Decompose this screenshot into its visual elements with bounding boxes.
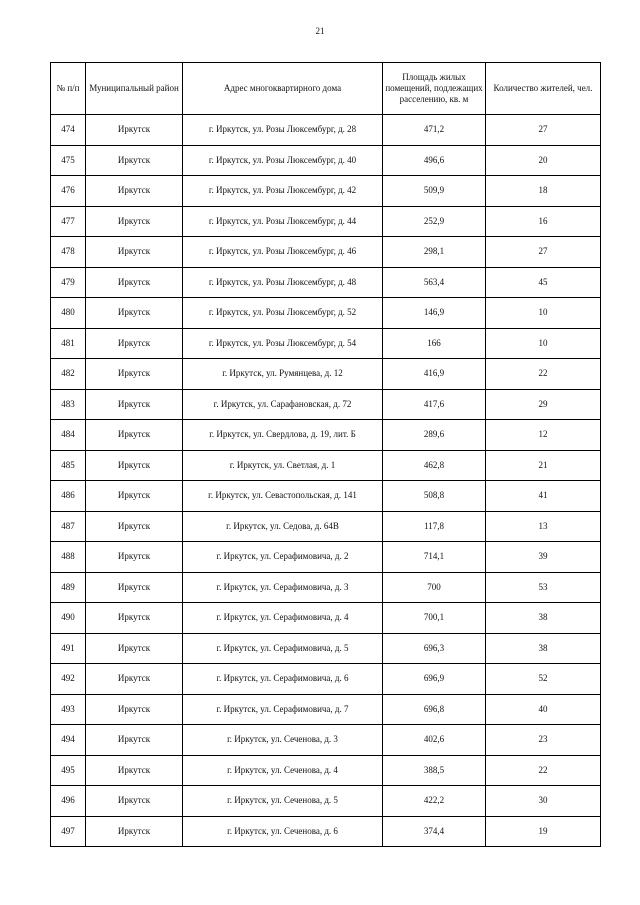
- cell-district: Иркутск: [86, 816, 183, 847]
- cell-address: г. Иркутск, ул. Серафимовича, д. 5: [183, 633, 383, 664]
- header-num: № п/п: [51, 63, 86, 115]
- table-row: [51, 542, 601, 573]
- table-row: [51, 572, 601, 603]
- cell-address: г. Иркутск, ул. Светлая, д. 1: [183, 450, 383, 481]
- cell-num: 485: [51, 450, 86, 481]
- table-row: [51, 664, 601, 695]
- cell-residents: 22: [486, 755, 601, 786]
- table-row: [51, 694, 601, 725]
- cell-area: 700,1: [383, 603, 486, 634]
- cell-residents: 10: [486, 298, 601, 329]
- housing-registry-table: [50, 62, 601, 847]
- cell-district: Иркутск: [86, 237, 183, 268]
- cell-district: Иркутск: [86, 755, 183, 786]
- header-district: Муниципальный район: [86, 63, 183, 115]
- cell-district: Иркутск: [86, 359, 183, 390]
- header-residents: Количество жителей, чел.: [486, 63, 601, 115]
- cell-district: Иркутск: [86, 450, 183, 481]
- cell-residents: 38: [486, 603, 601, 634]
- cell-residents: 20: [486, 145, 601, 176]
- table-row: [51, 267, 601, 298]
- cell-num: 481: [51, 328, 86, 359]
- cell-num: 487: [51, 511, 86, 542]
- table-row: [51, 389, 601, 420]
- cell-district: Иркутск: [86, 633, 183, 664]
- cell-num: 496: [51, 786, 86, 817]
- table-row: [51, 115, 601, 146]
- cell-district: Иркутск: [86, 420, 183, 451]
- cell-area: 563,4: [383, 267, 486, 298]
- cell-residents: 12: [486, 420, 601, 451]
- cell-residents: 21: [486, 450, 601, 481]
- cell-area: 166: [383, 328, 486, 359]
- cell-district: Иркутск: [86, 511, 183, 542]
- cell-residents: 27: [486, 115, 601, 146]
- cell-num: 478: [51, 237, 86, 268]
- cell-area: 509,9: [383, 176, 486, 207]
- cell-residents: 29: [486, 389, 601, 420]
- cell-num: 494: [51, 725, 86, 756]
- cell-num: 493: [51, 694, 86, 725]
- table-row: [51, 359, 601, 390]
- cell-address: г. Иркутск, ул. Розы Люксембург, д. 40: [183, 145, 383, 176]
- cell-district: Иркутск: [86, 786, 183, 817]
- cell-area: 714,1: [383, 542, 486, 573]
- cell-district: Иркутск: [86, 694, 183, 725]
- cell-district: Иркутск: [86, 664, 183, 695]
- cell-area: 696,8: [383, 694, 486, 725]
- cell-district: Иркутск: [86, 389, 183, 420]
- cell-district: Иркутск: [86, 115, 183, 146]
- cell-address: г. Иркутск, ул. Розы Люксембург, д. 46: [183, 237, 383, 268]
- table-row: [51, 511, 601, 542]
- cell-residents: 10: [486, 328, 601, 359]
- cell-address: г. Иркутск, ул. Седова, д. 64В: [183, 511, 383, 542]
- table-header: [51, 63, 601, 115]
- cell-area: 496,6: [383, 145, 486, 176]
- cell-area: 146,9: [383, 298, 486, 329]
- cell-num: 477: [51, 206, 86, 237]
- cell-area: 252,9: [383, 206, 486, 237]
- cell-district: Иркутск: [86, 298, 183, 329]
- table-body: [51, 115, 601, 847]
- cell-address: г. Иркутск, ул. Розы Люксембург, д. 44: [183, 206, 383, 237]
- cell-district: Иркутск: [86, 542, 183, 573]
- cell-area: 416,9: [383, 359, 486, 390]
- table-row: [51, 633, 601, 664]
- cell-area: 388,5: [383, 755, 486, 786]
- cell-num: 490: [51, 603, 86, 634]
- table-row: [51, 420, 601, 451]
- table-row: [51, 237, 601, 268]
- header-area: Площадь жилых помещений, подлежащих расселению, кв. м: [383, 63, 486, 115]
- cell-address: г. Иркутск, ул. Розы Люксембург, д. 54: [183, 328, 383, 359]
- cell-residents: 19: [486, 816, 601, 847]
- header-row: [51, 63, 601, 115]
- cell-num: 474: [51, 115, 86, 146]
- cell-residents: 38: [486, 633, 601, 664]
- cell-address: г. Иркутск, ул. Сеченова, д. 5: [183, 786, 383, 817]
- cell-area: 422,2: [383, 786, 486, 817]
- cell-num: 476: [51, 176, 86, 207]
- cell-residents: 52: [486, 664, 601, 695]
- table-row: [51, 481, 601, 512]
- table-row: [51, 450, 601, 481]
- cell-num: 482: [51, 359, 86, 390]
- cell-area: 508,8: [383, 481, 486, 512]
- cell-area: 374,4: [383, 816, 486, 847]
- cell-residents: 53: [486, 572, 601, 603]
- cell-num: 497: [51, 816, 86, 847]
- cell-area: 700: [383, 572, 486, 603]
- cell-residents: 13: [486, 511, 601, 542]
- cell-area: 298,1: [383, 237, 486, 268]
- cell-area: 117,8: [383, 511, 486, 542]
- cell-area: 417,6: [383, 389, 486, 420]
- cell-residents: 27: [486, 237, 601, 268]
- table-row: [51, 725, 601, 756]
- cell-num: 492: [51, 664, 86, 695]
- cell-address: г. Иркутск, ул. Сеченова, д. 6: [183, 816, 383, 847]
- cell-num: 483: [51, 389, 86, 420]
- table-row: [51, 328, 601, 359]
- table-row: [51, 603, 601, 634]
- table-row: [51, 176, 601, 207]
- cell-district: Иркутск: [86, 145, 183, 176]
- cell-num: 486: [51, 481, 86, 512]
- cell-num: 495: [51, 755, 86, 786]
- cell-residents: 40: [486, 694, 601, 725]
- cell-address: г. Иркутск, ул. Серафимовича, д. 2: [183, 542, 383, 573]
- cell-address: г. Иркутск, ул. Румянцева, д. 12: [183, 359, 383, 390]
- cell-address: г. Иркутск, ул. Розы Люксембург, д. 52: [183, 298, 383, 329]
- cell-residents: 23: [486, 725, 601, 756]
- cell-num: 479: [51, 267, 86, 298]
- cell-address: г. Иркутск, ул. Сеченова, д. 4: [183, 755, 383, 786]
- cell-address: г. Иркутск, ул. Сеченова, д. 3: [183, 725, 383, 756]
- table-row: [51, 206, 601, 237]
- cell-residents: 16: [486, 206, 601, 237]
- cell-address: г. Иркутск, ул. Розы Люксембург, д. 42: [183, 176, 383, 207]
- cell-residents: 22: [486, 359, 601, 390]
- cell-address: г. Иркутск, ул. Розы Люксембург, д. 28: [183, 115, 383, 146]
- table-row: [51, 298, 601, 329]
- cell-address: г. Иркутск, ул. Свердлова, д. 19, лит. Б: [183, 420, 383, 451]
- cell-address: г. Иркутск, ул. Серафимовича, д. 7: [183, 694, 383, 725]
- cell-address: г. Иркутск, ул. Сарафановская, д. 72: [183, 389, 383, 420]
- cell-district: Иркутск: [86, 176, 183, 207]
- cell-address: г. Иркутск, ул. Розы Люксембург, д. 48: [183, 267, 383, 298]
- cell-district: Иркутск: [86, 603, 183, 634]
- table-row: [51, 755, 601, 786]
- cell-address: г. Иркутск, ул. Севастопольская, д. 141: [183, 481, 383, 512]
- cell-address: г. Иркутск, ул. Серафимовича, д. 6: [183, 664, 383, 695]
- cell-district: Иркутск: [86, 206, 183, 237]
- cell-num: 488: [51, 542, 86, 573]
- cell-num: 484: [51, 420, 86, 451]
- cell-district: Иркутск: [86, 725, 183, 756]
- cell-area: 696,3: [383, 633, 486, 664]
- cell-num: 489: [51, 572, 86, 603]
- cell-num: 480: [51, 298, 86, 329]
- cell-district: Иркутск: [86, 328, 183, 359]
- cell-area: 402,6: [383, 725, 486, 756]
- cell-area: 289,6: [383, 420, 486, 451]
- cell-district: Иркутск: [86, 267, 183, 298]
- cell-num: 475: [51, 145, 86, 176]
- table-row: [51, 816, 601, 847]
- cell-residents: 18: [486, 176, 601, 207]
- cell-residents: 45: [486, 267, 601, 298]
- cell-address: г. Иркутск, ул. Серафимовича, д. 4: [183, 603, 383, 634]
- cell-area: 696,9: [383, 664, 486, 695]
- cell-residents: 30: [486, 786, 601, 817]
- cell-area: 471,2: [383, 115, 486, 146]
- table-row: [51, 145, 601, 176]
- table-row: [51, 786, 601, 817]
- cell-residents: 39: [486, 542, 601, 573]
- cell-address: г. Иркутск, ул. Серафимовича, д. 3: [183, 572, 383, 603]
- page-number: 21: [315, 26, 325, 36]
- cell-residents: 41: [486, 481, 601, 512]
- cell-district: Иркутск: [86, 572, 183, 603]
- header-address: Адрес многоквартирного дома: [183, 63, 383, 115]
- cell-district: Иркутск: [86, 481, 183, 512]
- cell-area: 462,8: [383, 450, 486, 481]
- cell-num: 491: [51, 633, 86, 664]
